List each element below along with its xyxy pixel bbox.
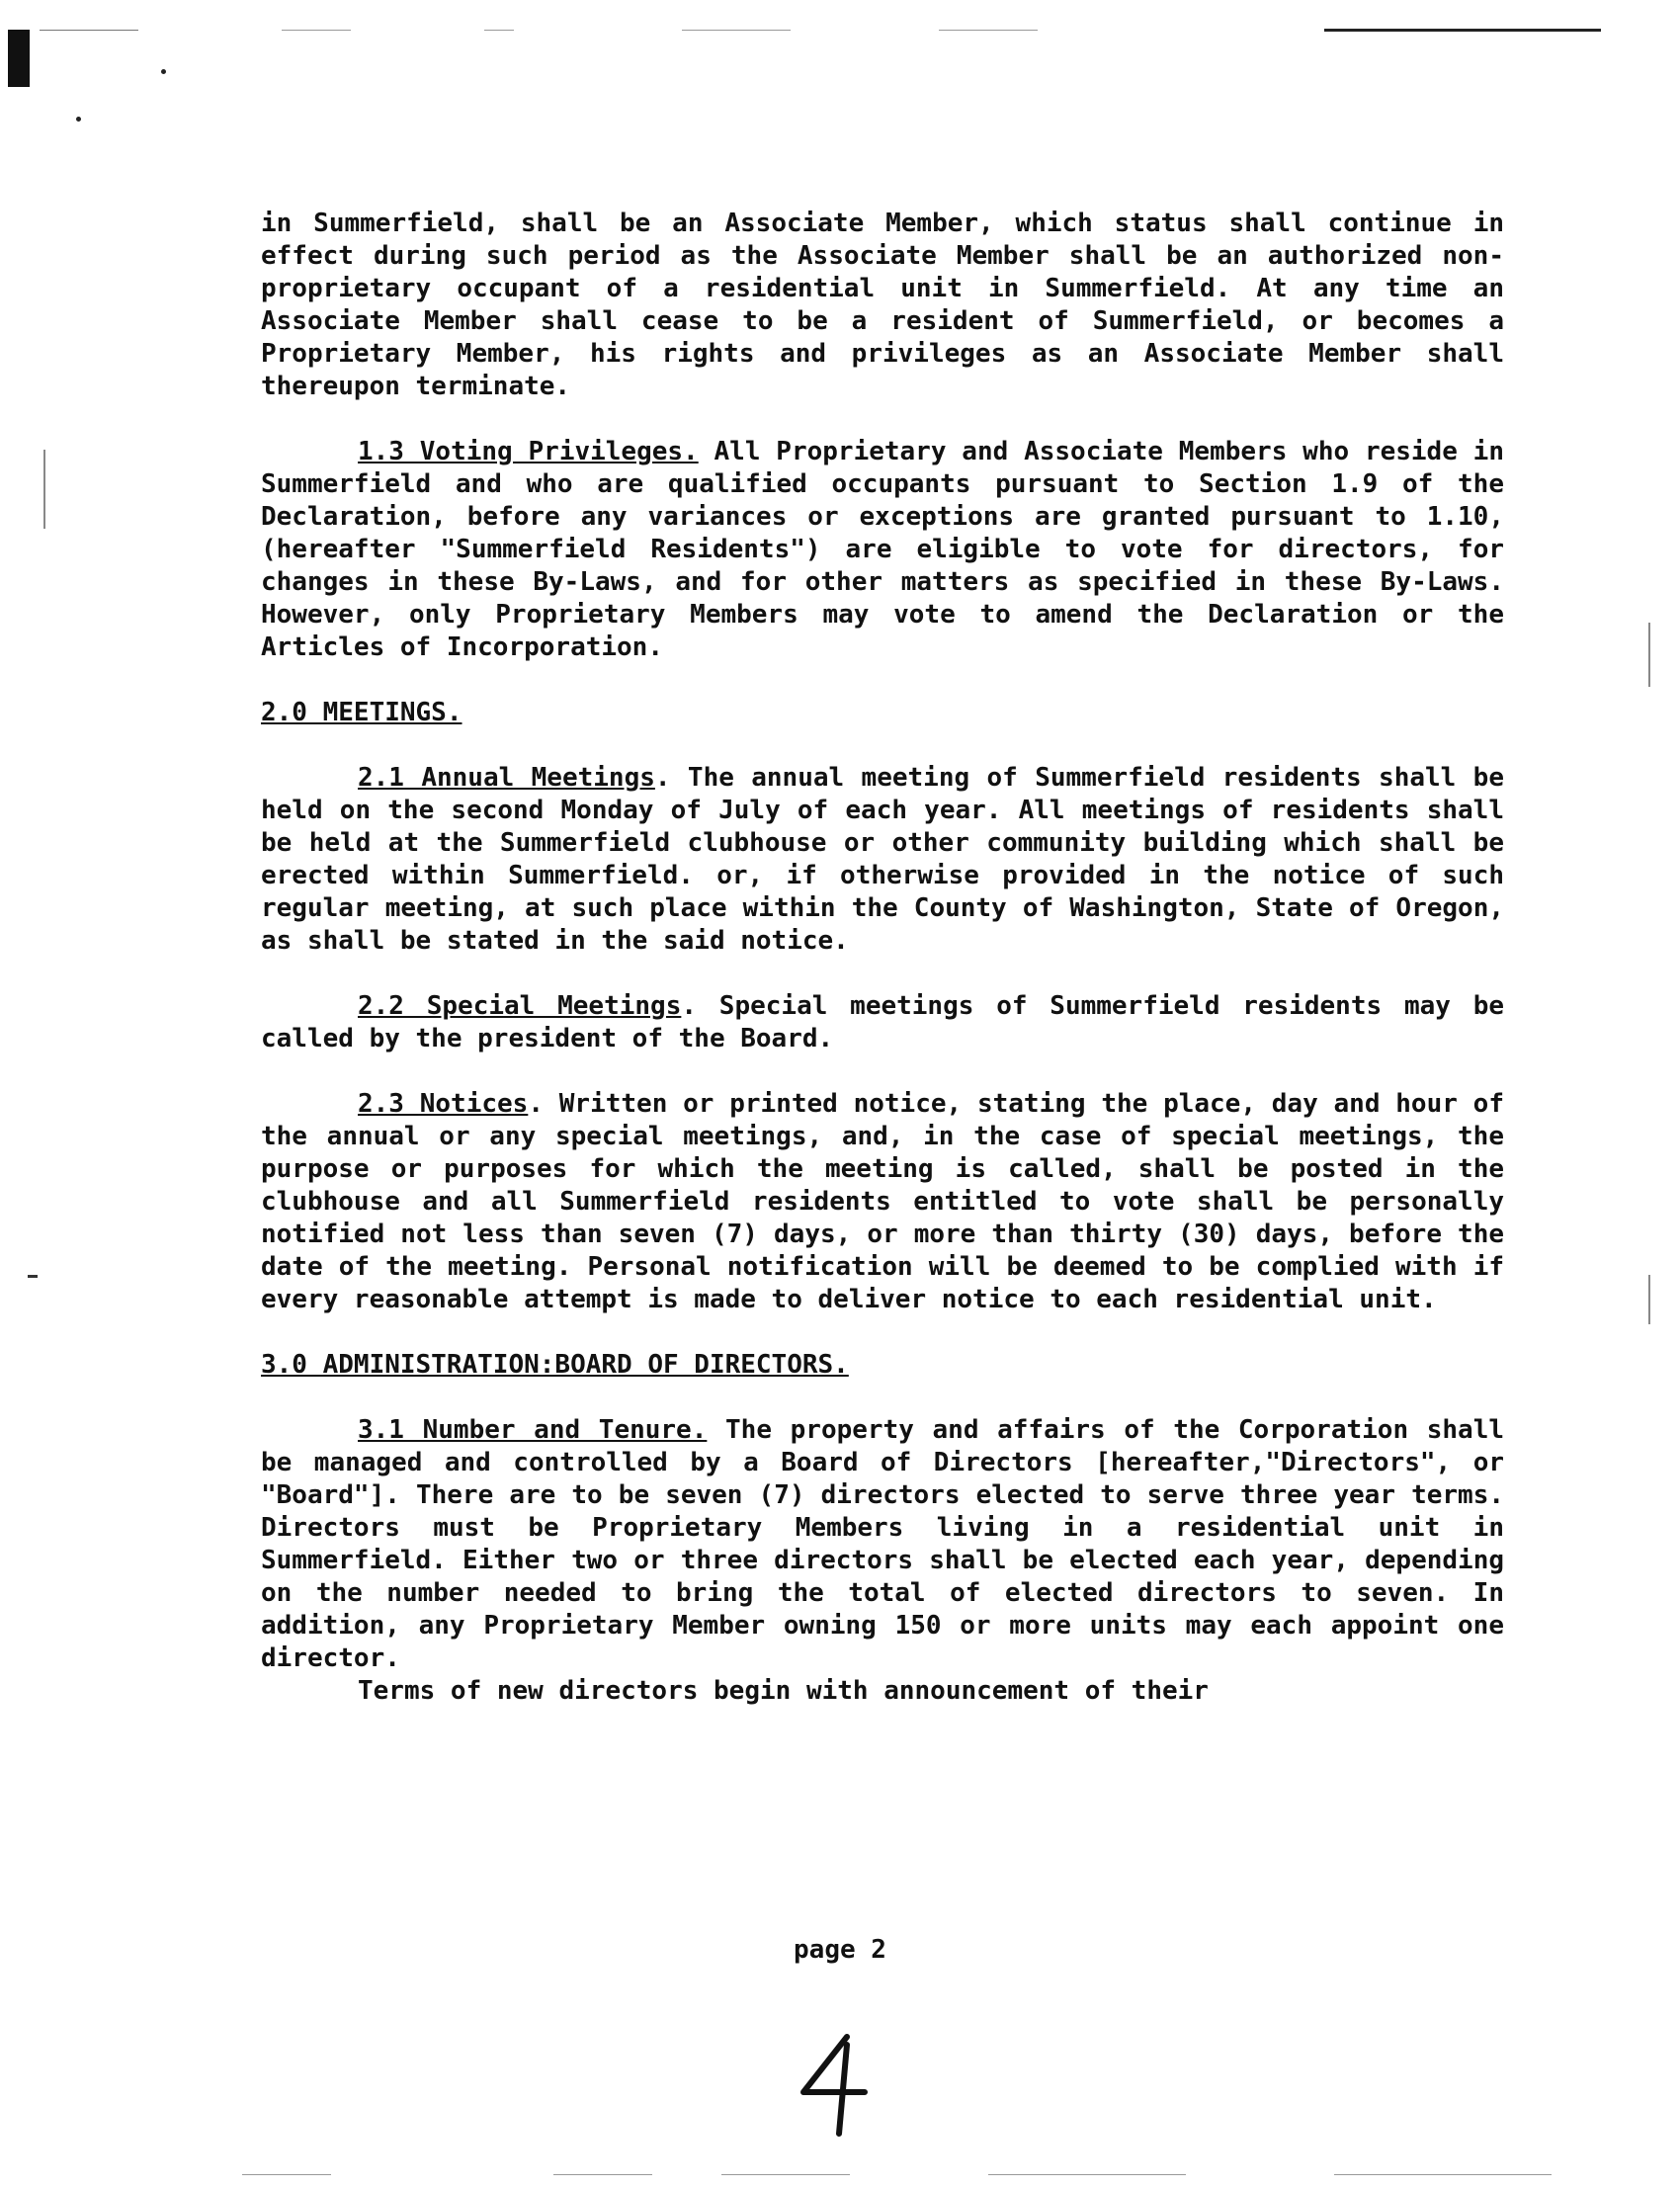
paragraph-continuation: in Summerfield, shall be an Associate Member, which status shall continue in effect during such period as the Associate Member shall be an authorized non-proprietary occupant of a residential unit in Summerfield. At any time an Associate Member shall cease to be a resident of Summerfield, or becomes a Proprietary Member, his rights and privileges as an Associate Member shall thereupon terminate. <box>261 209 1504 401</box>
scan-speck <box>161 69 166 74</box>
section-2-1 <box>261 762 1504 958</box>
section-3-1-heading: 3.1 Number and Tenure. <box>358 1415 708 1445</box>
scan-bottom-edge <box>553 2174 652 2175</box>
section-2-2-text: . Special meetings of Summerfield residents may be called by the president of the Board. <box>261 991 1504 1053</box>
section-1-3-heading: 1.3 Voting Privileges. <box>358 437 699 466</box>
scan-bottom-edge <box>988 2174 1186 2175</box>
section-2-2 <box>261 990 1504 1055</box>
section-3-1-text: The property and affairs of the Corporation shall be managed and controlled by a Board of Directors [hereafter,"Directors", or "Board"]. There are to be seven (7) directors elected to serve three year terms. Directors must be Proprietary Members living in a residential unit in Summerfield. Either two or three directors shall be elected each year, depending on the number needed to bring the total of elected directors to seven. In addition, any Proprietary Member owning 150 or more units may each appoint one director. <box>261 1415 1505 1673</box>
scan-margin-mark <box>28 1275 38 1278</box>
handwritten-page-number <box>796 2031 884 2140</box>
scan-corner-mark <box>8 30 30 87</box>
section-2-0-heading: 2.0 MEETINGS. <box>261 698 462 727</box>
scan-margin-line <box>1648 623 1650 687</box>
section-2-3 <box>261 1088 1504 1316</box>
section-3-1 <box>261 1414 1504 1675</box>
scan-margin-line <box>1648 1275 1650 1324</box>
section-2-2-heading: 2.2 Special Meetings <box>358 991 682 1021</box>
section-3-1-continuation: Terms of new directors begin with announcement of their <box>358 1676 1209 1706</box>
section-2-3-heading: 2.3 Notices <box>358 1089 529 1119</box>
scan-margin-line <box>43 450 45 529</box>
scan-top-edge <box>939 30 1038 31</box>
section-2-1-heading: 2.1 Annual Meetings <box>358 763 655 793</box>
scan-bottom-edge <box>1334 2174 1552 2175</box>
scan-top-edge <box>682 30 791 31</box>
scan-top-edge <box>484 30 514 31</box>
scan-speck <box>76 117 81 122</box>
scan-bottom-edge <box>242 2174 331 2175</box>
section-1-3-text: All Proprietary and Associate Members who reside in Summerfield and who are qualified occupants pursuant to Section 1.9 of the Declaration, before any variances or exceptions are granted pursuant to 1.10, (hereafter "Summerfield Residents") are eligible to vote for directors, for changes in these By-Laws, and for other matters as specified in these By-Laws. However, only Proprietary Members may vote to amend the Declaration or the Articles of Incorporation. <box>261 437 1504 662</box>
section-3-0 <box>261 1349 1504 1382</box>
scan-top-edge <box>282 30 351 31</box>
section-2-1-text: . The annual meeting of Summerfield residents shall be held on the second Monday of July of each year. All meetings of residents shall be held at the Summerfield clubhouse or other community building which shall be erected within Summerfield. or, if otherwise provided in the notice of such regular meeting, at such place within the County of Washington, State of Oregon, as shall be stated in the said notice. <box>261 763 1504 956</box>
section-1-3 <box>261 436 1504 664</box>
page-number: page 2 <box>794 1935 886 1965</box>
scan-top-edge <box>40 30 138 31</box>
scan-bottom-edge <box>721 2174 850 2175</box>
section-2-0 <box>261 697 1504 729</box>
document-body <box>261 208 1504 1708</box>
section-3-0-heading: 3.0 ADMINISTRATION:BOARD OF DIRECTORS. <box>261 1350 849 1380</box>
scan-top-edge <box>1324 29 1601 32</box>
section-2-3-text: . Written or printed notice, stating the place, day and hour of the annual or any special meetings, and, in the case of special meetings, the purpose or purposes for which the meeting is called, shall be posted in the clubhouse and all Summerfield residents entitled to vote shall be personally notified not less than seven (7) days, or more than thirty (30) days, before the date of the meeting. Personal notification will be deemed to be complied with if every reasonable attempt is made to deliver notice to each residential unit. <box>261 1089 1504 1314</box>
